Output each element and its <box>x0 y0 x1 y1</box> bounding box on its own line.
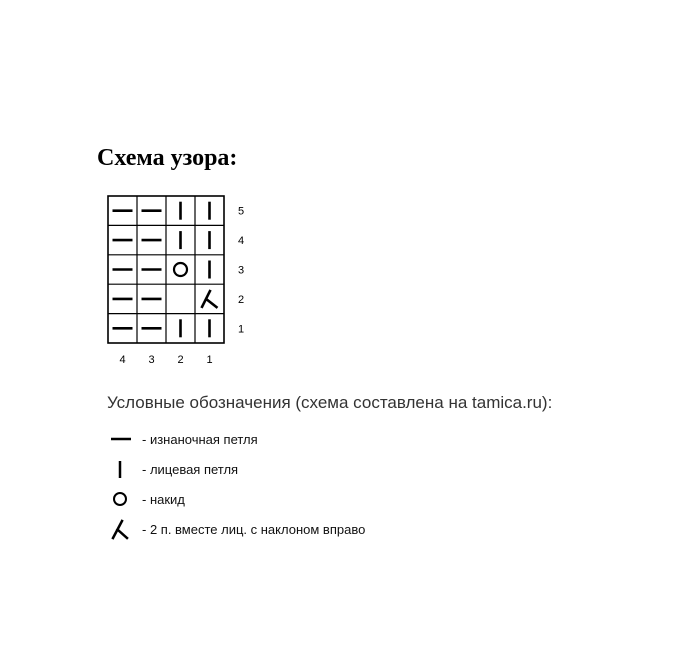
row-label: 1 <box>238 323 245 336</box>
legend-text-knit: - лицевая петля <box>142 462 239 477</box>
row-label: 2 <box>238 293 245 306</box>
circle-icon <box>107 488 137 512</box>
yarn-over-symbol <box>174 263 187 276</box>
vertical-bar-icon <box>107 458 137 482</box>
dash-icon <box>107 428 137 452</box>
legend-item-k2tog-right <box>107 518 527 542</box>
legend-text-k2tog-right: - 2 п. вместе лиц. с наклоном вправо <box>142 522 366 537</box>
row-label: 3 <box>238 264 245 277</box>
row-label: 4 <box>238 235 245 248</box>
k2tog-right-symbol <box>202 290 218 308</box>
column-label: 2 <box>177 354 184 366</box>
column-label: 3 <box>148 354 155 366</box>
pattern-title: Схема узора: <box>97 145 238 171</box>
legend-title: Условные обозначения (схема составлена на tamica.ru): <box>107 393 553 412</box>
legend-text-purl: - изнаночная петля <box>142 432 258 447</box>
legend-item-knit <box>107 458 527 482</box>
column-label: 4 <box>119 354 126 366</box>
k2tog-right-icon <box>107 518 137 542</box>
legend-text-yarn-over: - накид <box>142 492 185 507</box>
column-label: 1 <box>206 354 213 366</box>
row-label: 5 <box>238 205 245 218</box>
legend-item-yarn-over <box>107 488 527 512</box>
legend-item-purl <box>107 428 527 452</box>
